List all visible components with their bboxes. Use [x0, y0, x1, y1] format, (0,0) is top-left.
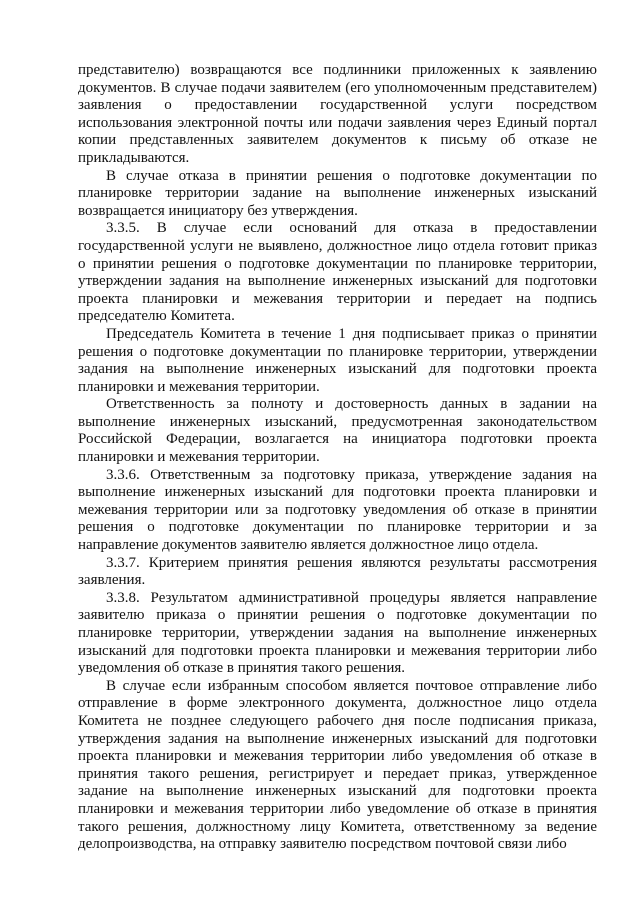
document-body [78, 62, 597, 854]
paragraph-3-3-8: 3.3.8. Результатом административной процедуры является направление заявителю приказа о принятии решения о подготовке документации по планировке территории, утверждении задания на выполнение инженерных изысканий для подготовки проекта планировки и межевания территории либо уведомления об отказе в принятия такого решения. [78, 589, 597, 677]
paragraph-responsibility: Ответственность за полноту и достоверность данных в задании на выполнение инженерных изысканий, предусмотренная законодательством Российской Федерации, возлагается на инициатора подготовки проекта планировки и межевания территории. [78, 396, 597, 466]
paragraph-continuation: представителю) возвращаются все подлинники приложенных к заявлению документов. В случае подачи заявителем (его уполномоченным представителем) заявления о предоставлении государственной услуги посредством использования электронной почты или подачи заявления через Единый портал копии представленных заявителем документов к письму об отказе не прикладываются. [78, 62, 597, 166]
paragraph-3-3-6: 3.3.6. Ответственным за подготовку приказа, утверждение задания на выполнение инженерных изысканий для подготовки проекта планировки и межевания территории или за подготовку уведомления об отказе в принятии решения о подготовке документации по планировке территории и за направление документов заявителю является должностное лицо отдела. [78, 466, 597, 554]
paragraph-refusal-task: В случае отказа в принятии решения о подготовке документации по планировке территории задание на выполнение инженерных изысканий возвращается инициатору без утверждения. [78, 167, 597, 219]
paragraph-3-3-5: 3.3.5. В случае если оснований для отказа в предоставлении государственной услуги не выявлено, должностное лицо отдела готовит приказ о принятии решения о подготовке документации по планировке территории, утверждении задания на выполнение инженерных изысканий для подготовки проекта планировки и межевания территории и передает на подпись председателю Комитета. [78, 220, 597, 325]
paragraph-chairman-signs: Председатель Комитета в течение 1 дня подписывает приказ о принятии решения о подготовке документации по планировке территории, утверждении задания на выполнение инженерных изысканий для подготовки проекта планировки и межевания территории. [78, 325, 597, 395]
paragraph-delivery: В случае если избранным способом является почтовое отправление либо отправление в форме электронного документа, должностное лицо отдела Комитета не позднее следующего рабочего дня после подписания приказа, утверждения задания на выполнение инженерных изысканий для подготовки проекта планировки и межевания территории либо уведомления об отказе в принятия такого решения, регистрирует и передает приказ, утвержденное задание на выполнение инженерных изысканий для подготовки проекта планировки и межевания территории либо уведомление об отказе в принятия такого решения, должностному лицу Комитета, ответственному за ведение делопроизводства, на отправку заявителю посредством почтовой связи либо [78, 677, 597, 853]
paragraph-3-3-7: 3.3.7. Критерием принятия решения являются результаты рассмотрения заявления. [78, 554, 597, 589]
